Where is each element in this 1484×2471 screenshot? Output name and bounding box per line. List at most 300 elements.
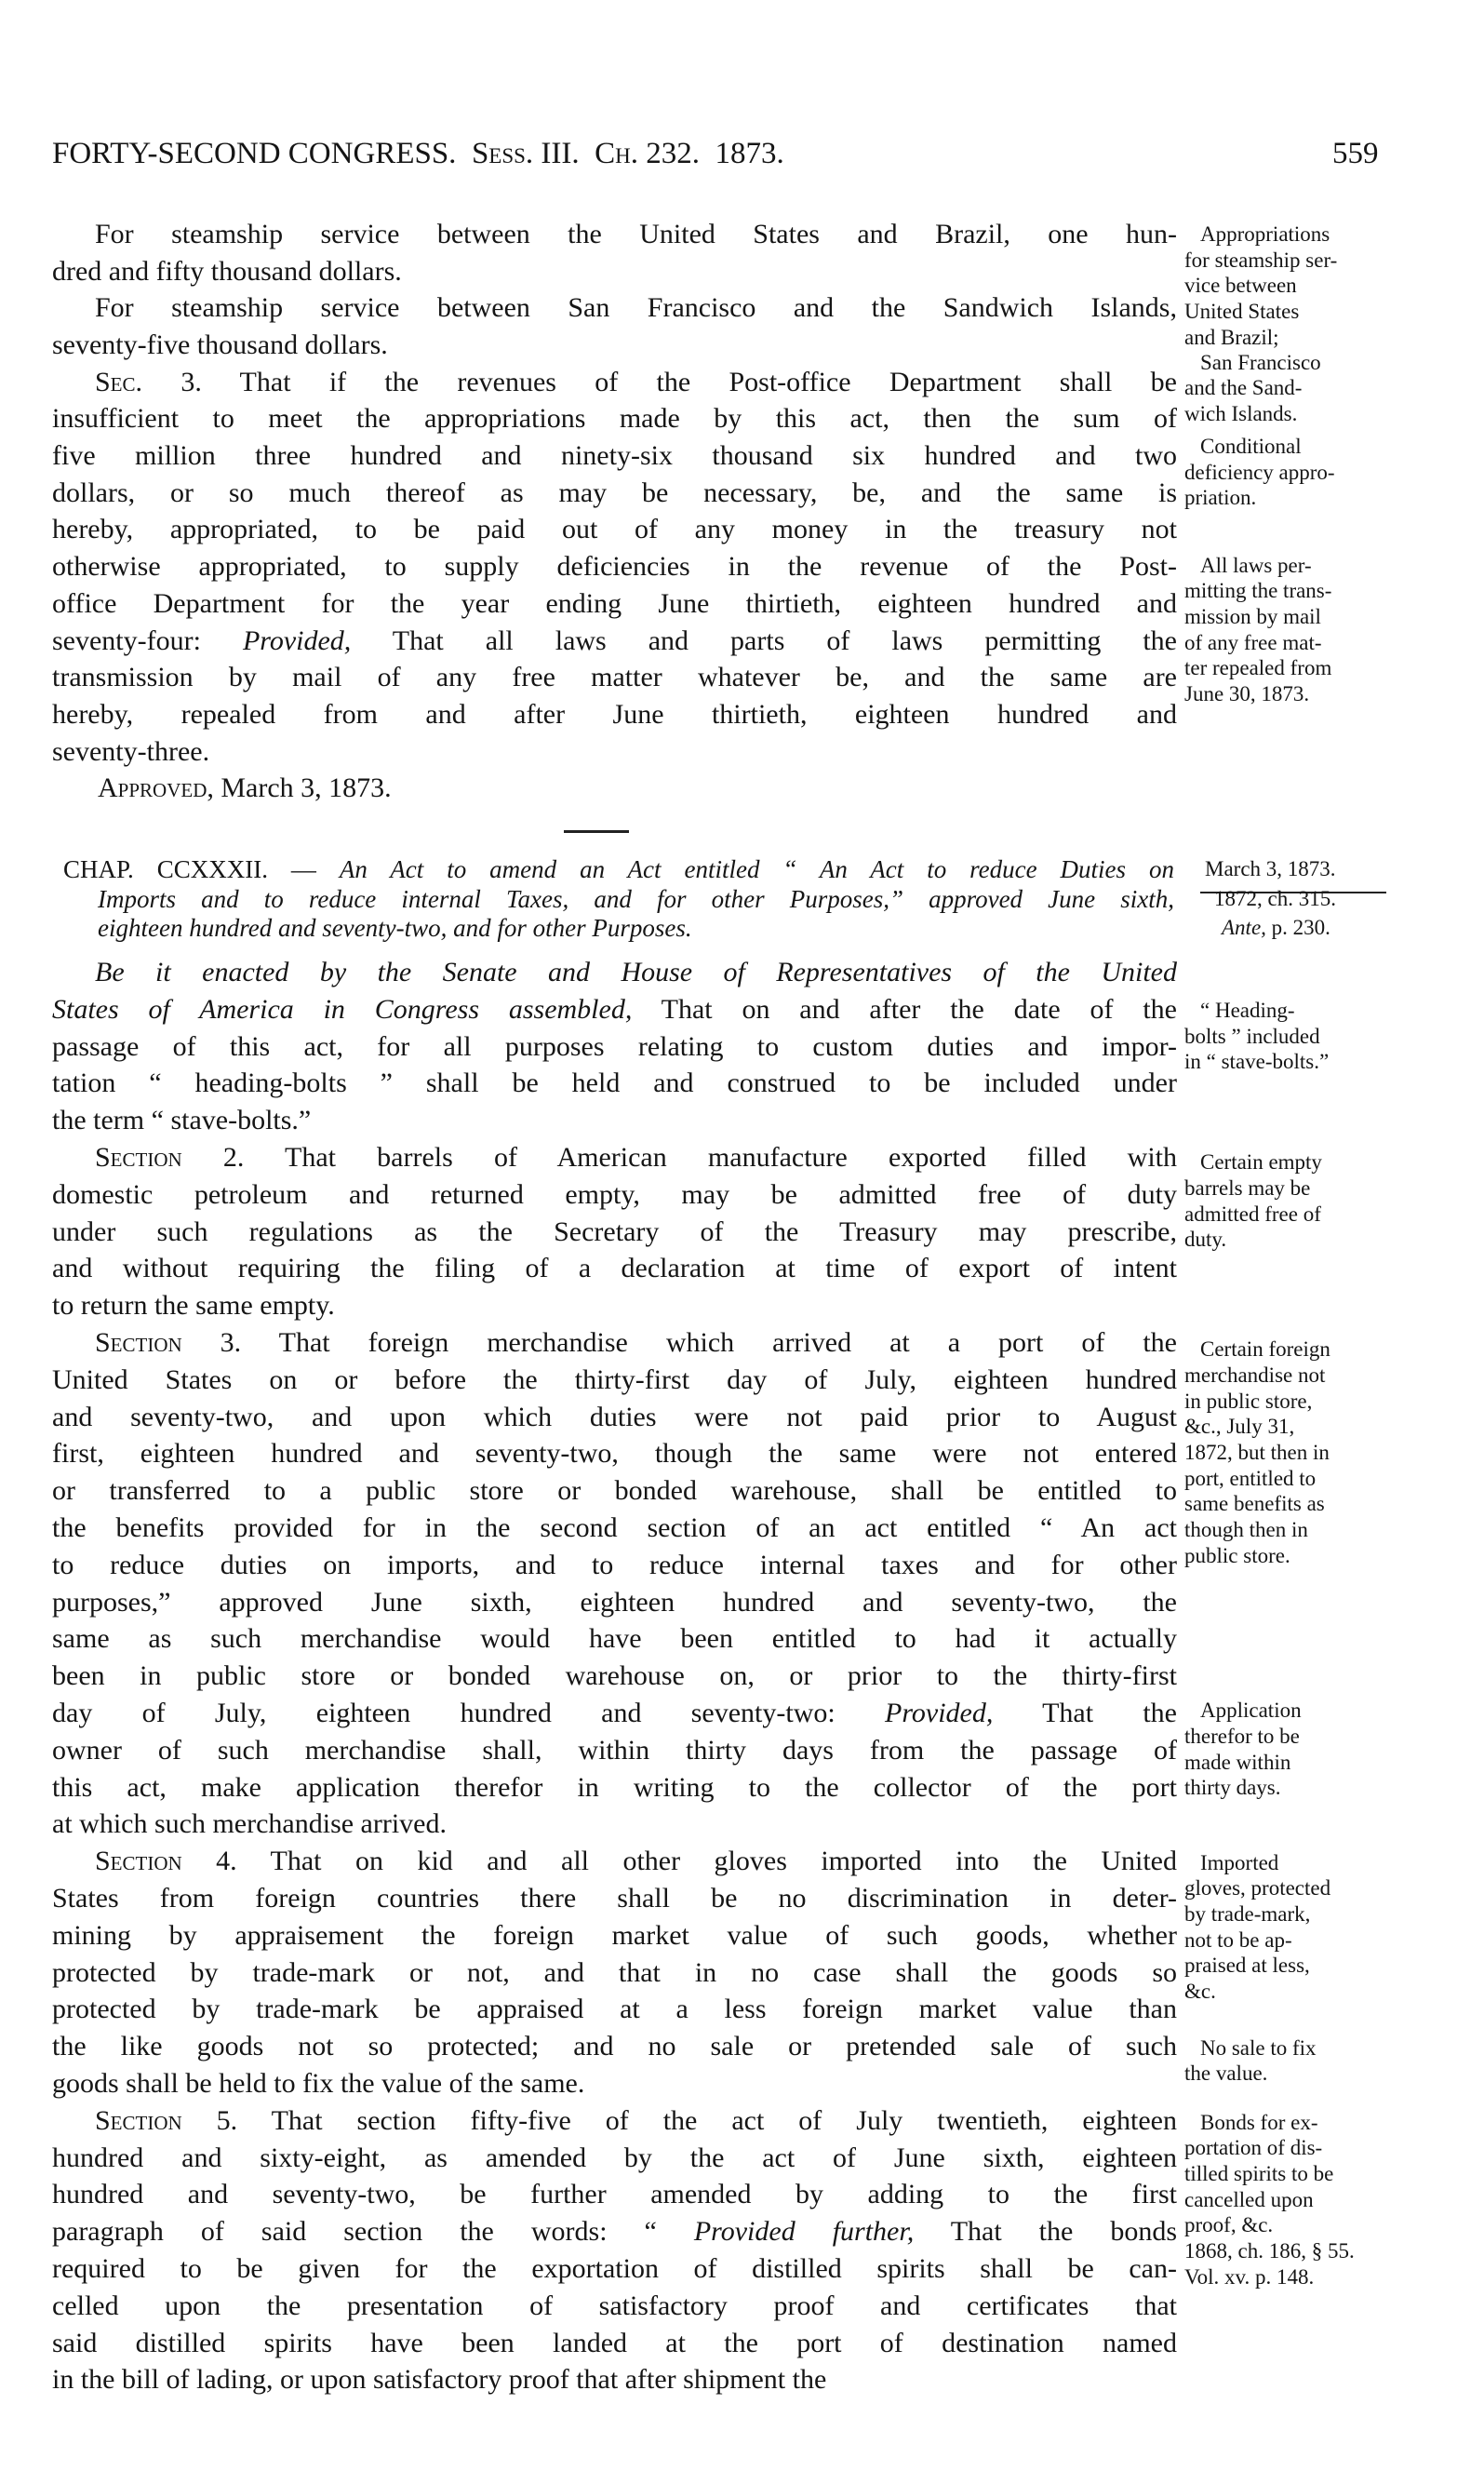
text-run: That all laws and parts of laws permitting the <box>351 624 1177 656</box>
line-text <box>1184 1414 1294 1440</box>
margin-note-line <box>1184 248 1337 274</box>
line-text <box>52 1880 1177 1917</box>
margin-note-line <box>1184 1927 1292 1954</box>
line-text <box>95 289 1177 327</box>
text-run: admitted free of <box>1184 1202 1321 1226</box>
margin-note-line <box>1184 2238 1355 2264</box>
text-run: That the bonds <box>914 2216 1177 2248</box>
line-text <box>1184 1440 1330 1466</box>
line-text <box>1184 1202 1321 1228</box>
line-text <box>52 400 1177 437</box>
text-run: hundred and sixty-eight, as amended by the act of June sixth, eighteen <box>52 2142 1177 2173</box>
text-run: celled upon the presentation of satisfactory proof and certificates that <box>52 2290 1177 2321</box>
line-text <box>52 1806 447 1843</box>
text-run: States from foreign countries there shall be no discrimination in deter- <box>52 1883 1177 1914</box>
text-line <box>52 1250 1177 1287</box>
text-run: public store. <box>1184 1543 1290 1567</box>
text-run: mitting the trans- <box>1184 579 1332 603</box>
line-text <box>95 954 1177 991</box>
text-run: this act, make application therefor in writing to the collector of the port <box>52 1771 1177 1803</box>
text-line <box>52 696 1177 733</box>
margin-note-line <box>1184 1440 1330 1466</box>
line-text <box>95 1324 1177 1362</box>
margin-note-line <box>1184 1953 1310 1979</box>
line-text <box>52 2140 1177 2177</box>
text-run: the like goods not so protected; and no sale or pretended sale of such <box>52 2031 1177 2062</box>
text-run: the value. <box>1184 2061 1268 2086</box>
line-text <box>95 216 1177 253</box>
line-text <box>52 1102 311 1139</box>
text-line <box>95 954 1177 991</box>
text-line <box>52 1214 1177 1251</box>
margin-note-line <box>1184 604 1321 630</box>
text-run: June 30, 1873. <box>1184 682 1310 706</box>
line-text <box>52 1547 1177 1584</box>
margin-note-line <box>1200 1698 1302 1724</box>
text-run: made within <box>1184 1750 1291 1774</box>
running-head <box>52 130 784 177</box>
margin-note-line <box>1184 1775 1281 1801</box>
text-run: under such regulations as the Secretary of the Treasury may prescribe, <box>52 1215 1177 1247</box>
text-run: tation “ heading-bolts ” shall be held and construed to be included under <box>52 1068 1177 1099</box>
text-line <box>52 2250 1177 2288</box>
text-line <box>95 364 1177 401</box>
italic-text: An Act to amend an Act entitled “ An Act to reduce Duties on <box>339 855 1174 883</box>
margin-note-line <box>1184 1466 1316 1492</box>
text-run: seventy-three. <box>52 735 210 767</box>
line-text <box>52 1732 1177 1769</box>
text-run: &c. <box>1184 1980 1216 2004</box>
line-text <box>1222 915 1330 941</box>
text-run: dred and fifty thousand dollars. <box>52 255 402 287</box>
date-citation-note <box>1205 856 1336 882</box>
text-run: 5. That section fifty-five of the act of July twentieth, eighteen <box>181 2104 1177 2136</box>
text-line <box>52 1695 1177 1732</box>
line-text <box>95 2102 1177 2140</box>
text-run: office Department for the year ending June thirtieth, eighteen hundred and <box>52 587 1177 619</box>
text-run: 1872, ch. 315. <box>1214 887 1336 910</box>
margin-note-line <box>1184 325 1279 351</box>
line-text <box>52 1287 335 1324</box>
text-run: That the <box>993 1698 1177 1728</box>
text-run: priation. <box>1184 486 1257 510</box>
text-run: That on and after the date of the <box>632 993 1177 1025</box>
text-run: domestic petroleum and returned empty, may be admitted free of duty <box>52 1178 1177 1210</box>
line-text <box>1184 1927 1292 1954</box>
margin-note-line <box>1200 434 1302 460</box>
text-line <box>52 475 1177 512</box>
text-line <box>52 1917 1177 1954</box>
line-text <box>1184 1979 1216 2005</box>
text-run: All laws per- <box>1200 553 1312 577</box>
text-run: same benefits as <box>1184 1492 1325 1516</box>
margin-note-line <box>1184 401 1297 427</box>
text-line <box>52 1732 1177 1769</box>
text-line <box>52 1102 311 1139</box>
line-text <box>1200 1698 1302 1724</box>
margin-note-line <box>1184 2212 1273 2238</box>
line-text <box>1200 1850 1278 1876</box>
line-text <box>52 991 1177 1028</box>
margin-note-line <box>1200 1149 1322 1175</box>
text-run: said distilled spirits have been landed at the port of destination named <box>52 2327 1177 2358</box>
line-text <box>1200 2110 1317 2136</box>
section-divider-rule <box>564 830 629 833</box>
line-text <box>1184 1175 1310 1202</box>
text-run: hereby, appropriated, to be paid out of any money in the treasury not <box>52 514 1177 545</box>
text-run: in “ stave-bolts.” <box>1184 1050 1330 1074</box>
text-run: San Francisco <box>1200 350 1321 374</box>
text-run: at which such merchandise arrived. <box>52 1808 447 1840</box>
italic-text: Imports and to reduce internal Taxes, and for other Purposes,” approved June sixth, <box>98 884 1174 913</box>
margin-note-line <box>1184 630 1322 656</box>
line-text <box>52 1917 1177 1954</box>
text-run: thirty days. <box>1184 1776 1281 1800</box>
text-line <box>52 511 1177 548</box>
line-text <box>52 585 1177 623</box>
line-text <box>1184 2238 1355 2264</box>
text-run: goods shall be held to fix the value of the same. <box>52 2068 585 2099</box>
text-run: Certain foreign <box>1200 1337 1330 1362</box>
line-text <box>1184 1491 1325 1517</box>
line-text <box>52 1695 1177 1732</box>
line-text <box>1184 1750 1290 1776</box>
line-text <box>1184 1953 1310 1979</box>
text-run: and the Sand- <box>1184 376 1303 400</box>
text-run: dollars, or so much thereof as may be necessary, be, and the same is <box>52 477 1177 508</box>
line-text <box>52 437 1177 475</box>
line-text <box>1184 1724 1300 1750</box>
text-line <box>52 1287 335 1324</box>
text-run: to reduce duties on imports, and to reduce internal taxes and for other <box>52 1549 1177 1580</box>
text-run: March 3, 1873. <box>213 772 392 804</box>
text-run: portation of dis- <box>1184 2136 1323 2160</box>
line-text <box>52 1399 1177 1436</box>
text-line <box>52 1362 1177 1399</box>
italic-text: Provided, <box>242 624 352 656</box>
text-line <box>52 1176 1177 1214</box>
margin-note-line <box>1184 2161 1333 2187</box>
line-text <box>1184 1775 1281 1801</box>
line-text <box>1184 1227 1226 1253</box>
text-line <box>52 2176 1177 2213</box>
line-text <box>52 2325 1177 2362</box>
text-run: Conditional <box>1200 434 1302 458</box>
text-line <box>95 289 1177 327</box>
text-run: seventy-four: <box>52 624 243 656</box>
text-run: of any free mat- <box>1184 630 1322 654</box>
text-run: day of July, eighteen hundred and seventy-two: <box>52 1698 885 1728</box>
small-caps-text: Ch. 232. <box>579 137 701 170</box>
text-run: ter repealed from <box>1184 656 1332 680</box>
line-text <box>98 770 392 807</box>
margin-note-line <box>1184 2187 1314 2213</box>
line-text <box>1200 2035 1317 2061</box>
text-run: Vol. xv. p. 148. <box>1184 2264 1315 2289</box>
margin-note-line <box>1200 1336 1330 1363</box>
text-line <box>52 623 1177 660</box>
chapter-title-line <box>63 854 1174 884</box>
text-line <box>52 400 1177 437</box>
text-run: duty. <box>1184 1228 1227 1252</box>
text-run: purposes,” approved June sixth, eighteen hundred and seventy-two, the <box>52 1586 1177 1618</box>
small-caps-text: Section <box>95 1846 182 1877</box>
margin-note-line <box>1184 1491 1325 1517</box>
margin-note-line <box>1200 2110 1317 2136</box>
line-text <box>52 253 402 290</box>
text-line <box>52 1584 1177 1621</box>
text-run: and Brazil; <box>1184 325 1279 349</box>
text-run: first, eighteen hundred and seventy-two, though the same were not entered <box>52 1438 1177 1470</box>
line-text <box>52 1362 1177 1399</box>
margin-note-line <box>1184 1901 1310 1927</box>
text-run: port, entitled to <box>1184 1466 1317 1490</box>
text-run: United States <box>1184 299 1300 323</box>
margin-note-line <box>1184 655 1331 681</box>
text-run: for steamship ser- <box>1184 248 1338 272</box>
line-text <box>52 1250 1177 1287</box>
text-run: merchandise not <box>1184 1363 1326 1387</box>
text-run: in the bill of lading, or upon satisfactory proof that after shipment the <box>52 2364 827 2396</box>
line-text <box>1184 1543 1290 1569</box>
text-run: protected by trade-mark or not, and that in no case shall the goods so <box>52 1956 1177 1988</box>
text-run: Appropriations <box>1200 222 1330 246</box>
text-run: required to be given for the exportation of distilled spirits shall be can- <box>52 2253 1177 2284</box>
text-line <box>52 327 388 364</box>
text-line <box>52 733 209 771</box>
text-line <box>52 585 1177 623</box>
text-run: vice between <box>1184 274 1297 298</box>
text-run: praised at less, <box>1184 1954 1310 1978</box>
margin-note-line <box>1200 553 1312 579</box>
text-run: owner of such merchandise shall, within thirty days from the passage of <box>52 1734 1177 1766</box>
margin-note-line <box>1200 2035 1317 2061</box>
text-run: deficiency appro- <box>1184 460 1335 484</box>
line-text <box>1184 325 1279 351</box>
margin-note-line <box>1184 1750 1290 1776</box>
line-text <box>95 364 1177 401</box>
italic-text: Ante, <box>1222 916 1266 939</box>
margin-note-line <box>1184 1414 1294 1440</box>
line-text <box>52 2213 1177 2250</box>
margin-note-line <box>1200 998 1295 1024</box>
line-text <box>52 1176 1177 1214</box>
text-run: 2. That barrels of American manufacture exported filled with <box>181 1142 1177 1173</box>
text-run: 1868, ch. 186, § 55. <box>1184 2239 1355 2263</box>
text-run: otherwise appropriated, to supply deficiencies in the revenue of the Post- <box>52 551 1177 583</box>
margin-note-line <box>1200 350 1321 376</box>
text-line <box>95 2102 1177 2140</box>
margin-note-line <box>1184 1724 1300 1750</box>
text-run: For steamship service between the United States and Brazil, one hun- <box>95 218 1177 249</box>
line-text <box>52 1472 1177 1510</box>
text-run: proof, &c. <box>1184 2213 1274 2237</box>
text-line <box>52 991 1177 1028</box>
text-line <box>52 1954 1177 1992</box>
line-text <box>1184 1024 1320 1050</box>
text-line <box>52 253 402 290</box>
text-run: or transferred to a public store or bonded warehouse, shall be entitled to <box>52 1475 1177 1507</box>
text-line <box>52 1028 1177 1066</box>
text-run: to return the same empty. <box>52 1290 335 1322</box>
line-text <box>52 2065 584 2102</box>
line-text <box>1184 1049 1329 1075</box>
text-run: “ Heading- <box>1200 998 1295 1022</box>
line-text <box>1184 578 1331 604</box>
line-text <box>52 1954 1177 1992</box>
line-text <box>1184 2061 1267 2087</box>
text-line <box>98 770 392 807</box>
line-text <box>1184 2187 1314 2213</box>
line-text <box>1184 2212 1273 2238</box>
margin-note-line <box>1184 2264 1314 2290</box>
line-text <box>52 1435 1177 1472</box>
text-line <box>52 1472 1177 1510</box>
text-run: tilled spirits to be <box>1184 2162 1334 2186</box>
line-text <box>52 548 1177 585</box>
line-text <box>1184 1363 1325 1389</box>
line-text <box>52 1028 1177 1066</box>
text-run: seventy-five thousand dollars. <box>52 329 388 360</box>
line-text <box>95 1843 1177 1880</box>
margin-note-line <box>1184 299 1299 325</box>
line-text <box>52 1769 1177 1806</box>
small-caps-text: Sess. III. <box>456 137 580 170</box>
text-run: Bonds for ex- <box>1200 2110 1318 2134</box>
text-line <box>52 1991 1177 2028</box>
text-run: though then in <box>1184 1518 1308 1541</box>
text-run: protected by trade-mark be appraised at a less foreign market value than <box>52 1994 1177 2025</box>
text-line <box>52 437 1177 475</box>
line-text <box>1184 375 1302 401</box>
line-text <box>1184 1389 1312 1415</box>
line-text <box>1184 1517 1308 1543</box>
text-run: Certain empty <box>1200 1150 1322 1175</box>
line-text <box>52 2361 826 2398</box>
line-text <box>1184 1466 1316 1492</box>
line-text <box>52 1620 1177 1658</box>
text-run: p. 230. <box>1265 916 1330 939</box>
text-line <box>52 659 1177 696</box>
text-line <box>52 2213 1177 2250</box>
text-run: in public store, <box>1184 1389 1313 1413</box>
text-run: FORTY-SECOND CONGRESS. <box>52 137 457 170</box>
line-text <box>1184 2135 1322 2161</box>
text-line <box>95 1139 1177 1176</box>
line-text <box>1184 460 1335 486</box>
italic-text: eighteen hundred and seventy-two, and for other Purposes. <box>98 914 692 942</box>
margin-note-line <box>1184 578 1331 604</box>
text-run: wich Islands. <box>1184 402 1298 426</box>
text-run: 1873. <box>700 137 784 170</box>
margin-note-line <box>1184 460 1335 486</box>
line-text <box>1184 604 1321 630</box>
text-line <box>52 1435 1177 1472</box>
line-text <box>1200 1149 1322 1175</box>
margin-note-line <box>1184 1175 1310 1202</box>
line-text <box>1184 485 1256 511</box>
line-text <box>52 659 1177 696</box>
line-text <box>1184 655 1331 681</box>
line-text <box>1184 630 1322 656</box>
line-text <box>1214 886 1336 912</box>
text-line <box>52 1769 1177 1806</box>
text-run: bolts ” included <box>1184 1024 1320 1048</box>
text-run: the term “ stave-bolts.” <box>52 1105 312 1136</box>
text-run: cancelled upon <box>1184 2187 1314 2211</box>
text-run: CHAP. CCXXXII. — <box>63 855 340 883</box>
chapter-title-line <box>98 913 692 943</box>
line-text <box>52 2288 1177 2325</box>
line-text <box>52 327 388 364</box>
text-run: 1872, but then in <box>1184 1440 1330 1464</box>
margin-note-line <box>1184 273 1297 299</box>
small-caps-text: Sec. <box>95 366 143 397</box>
text-run: No sale to fix <box>1200 2035 1317 2060</box>
text-run: United States on or before the thirty-first day of July, eighteen hundred <box>52 1363 1177 1395</box>
line-text <box>98 913 692 943</box>
text-run: passage of this act, for all purposes relating to custom duties and impor- <box>52 1030 1177 1062</box>
line-text <box>52 1584 1177 1621</box>
line-text <box>1205 856 1336 882</box>
text-line <box>52 1065 1177 1102</box>
line-text <box>52 475 1177 512</box>
chapter-title-line <box>98 884 1174 914</box>
text-run: five million three hundred and ninety-six thousand six hundred and two <box>52 440 1177 472</box>
margin-note-line <box>1200 1850 1278 1876</box>
text-line <box>52 2028 1177 2065</box>
text-run: March 3, 1873. <box>1205 857 1336 880</box>
text-run: paragraph of said section the words: “ <box>52 2216 694 2248</box>
text-line <box>52 1399 1177 1436</box>
text-line <box>52 1880 1177 1917</box>
margin-note-line <box>1200 222 1330 248</box>
text-line <box>52 2288 1177 2325</box>
text-run: 3. That if the revenues of the Post-office Department shall be <box>142 366 1177 397</box>
text-run: transmission by mail of any free matter whatever be, and the same are <box>52 662 1177 693</box>
line-text <box>1184 2264 1314 2290</box>
small-caps-text: Section <box>95 2104 182 2136</box>
text-line <box>52 1510 1177 1547</box>
margin-note-line <box>1184 681 1309 707</box>
date-citation-note <box>1222 915 1330 941</box>
line-text <box>1184 1875 1330 1901</box>
line-text <box>1184 299 1299 325</box>
line-text <box>52 1658 1177 1695</box>
line-text <box>52 2176 1177 2213</box>
line-text <box>1200 553 1312 579</box>
line-text <box>52 2028 1177 2065</box>
line-text <box>52 2250 1177 2288</box>
text-run: therefor to be <box>1184 1724 1300 1748</box>
date-citation-note <box>1214 886 1336 912</box>
text-line <box>52 1806 447 1843</box>
text-run: gloves, protected <box>1184 1876 1331 1900</box>
line-text <box>1184 401 1297 427</box>
margin-note-line <box>1184 1517 1308 1543</box>
italic-text: States of America in Congress assembled, <box>52 993 633 1025</box>
margin-note-line <box>1184 1049 1329 1075</box>
text-run: hereby, repealed from and after June thirtieth, eighteen hundred and <box>52 698 1177 730</box>
line-text <box>63 854 1174 884</box>
line-text <box>95 1139 1177 1176</box>
line-text <box>1184 248 1337 274</box>
line-text <box>1200 434 1302 460</box>
text-line <box>52 2065 584 2102</box>
line-text <box>1184 1901 1310 1927</box>
text-run: been in public store or bonded warehouse on, or prior to the thirty-first <box>52 1660 1177 1692</box>
small-caps-text: Section <box>95 1327 182 1358</box>
